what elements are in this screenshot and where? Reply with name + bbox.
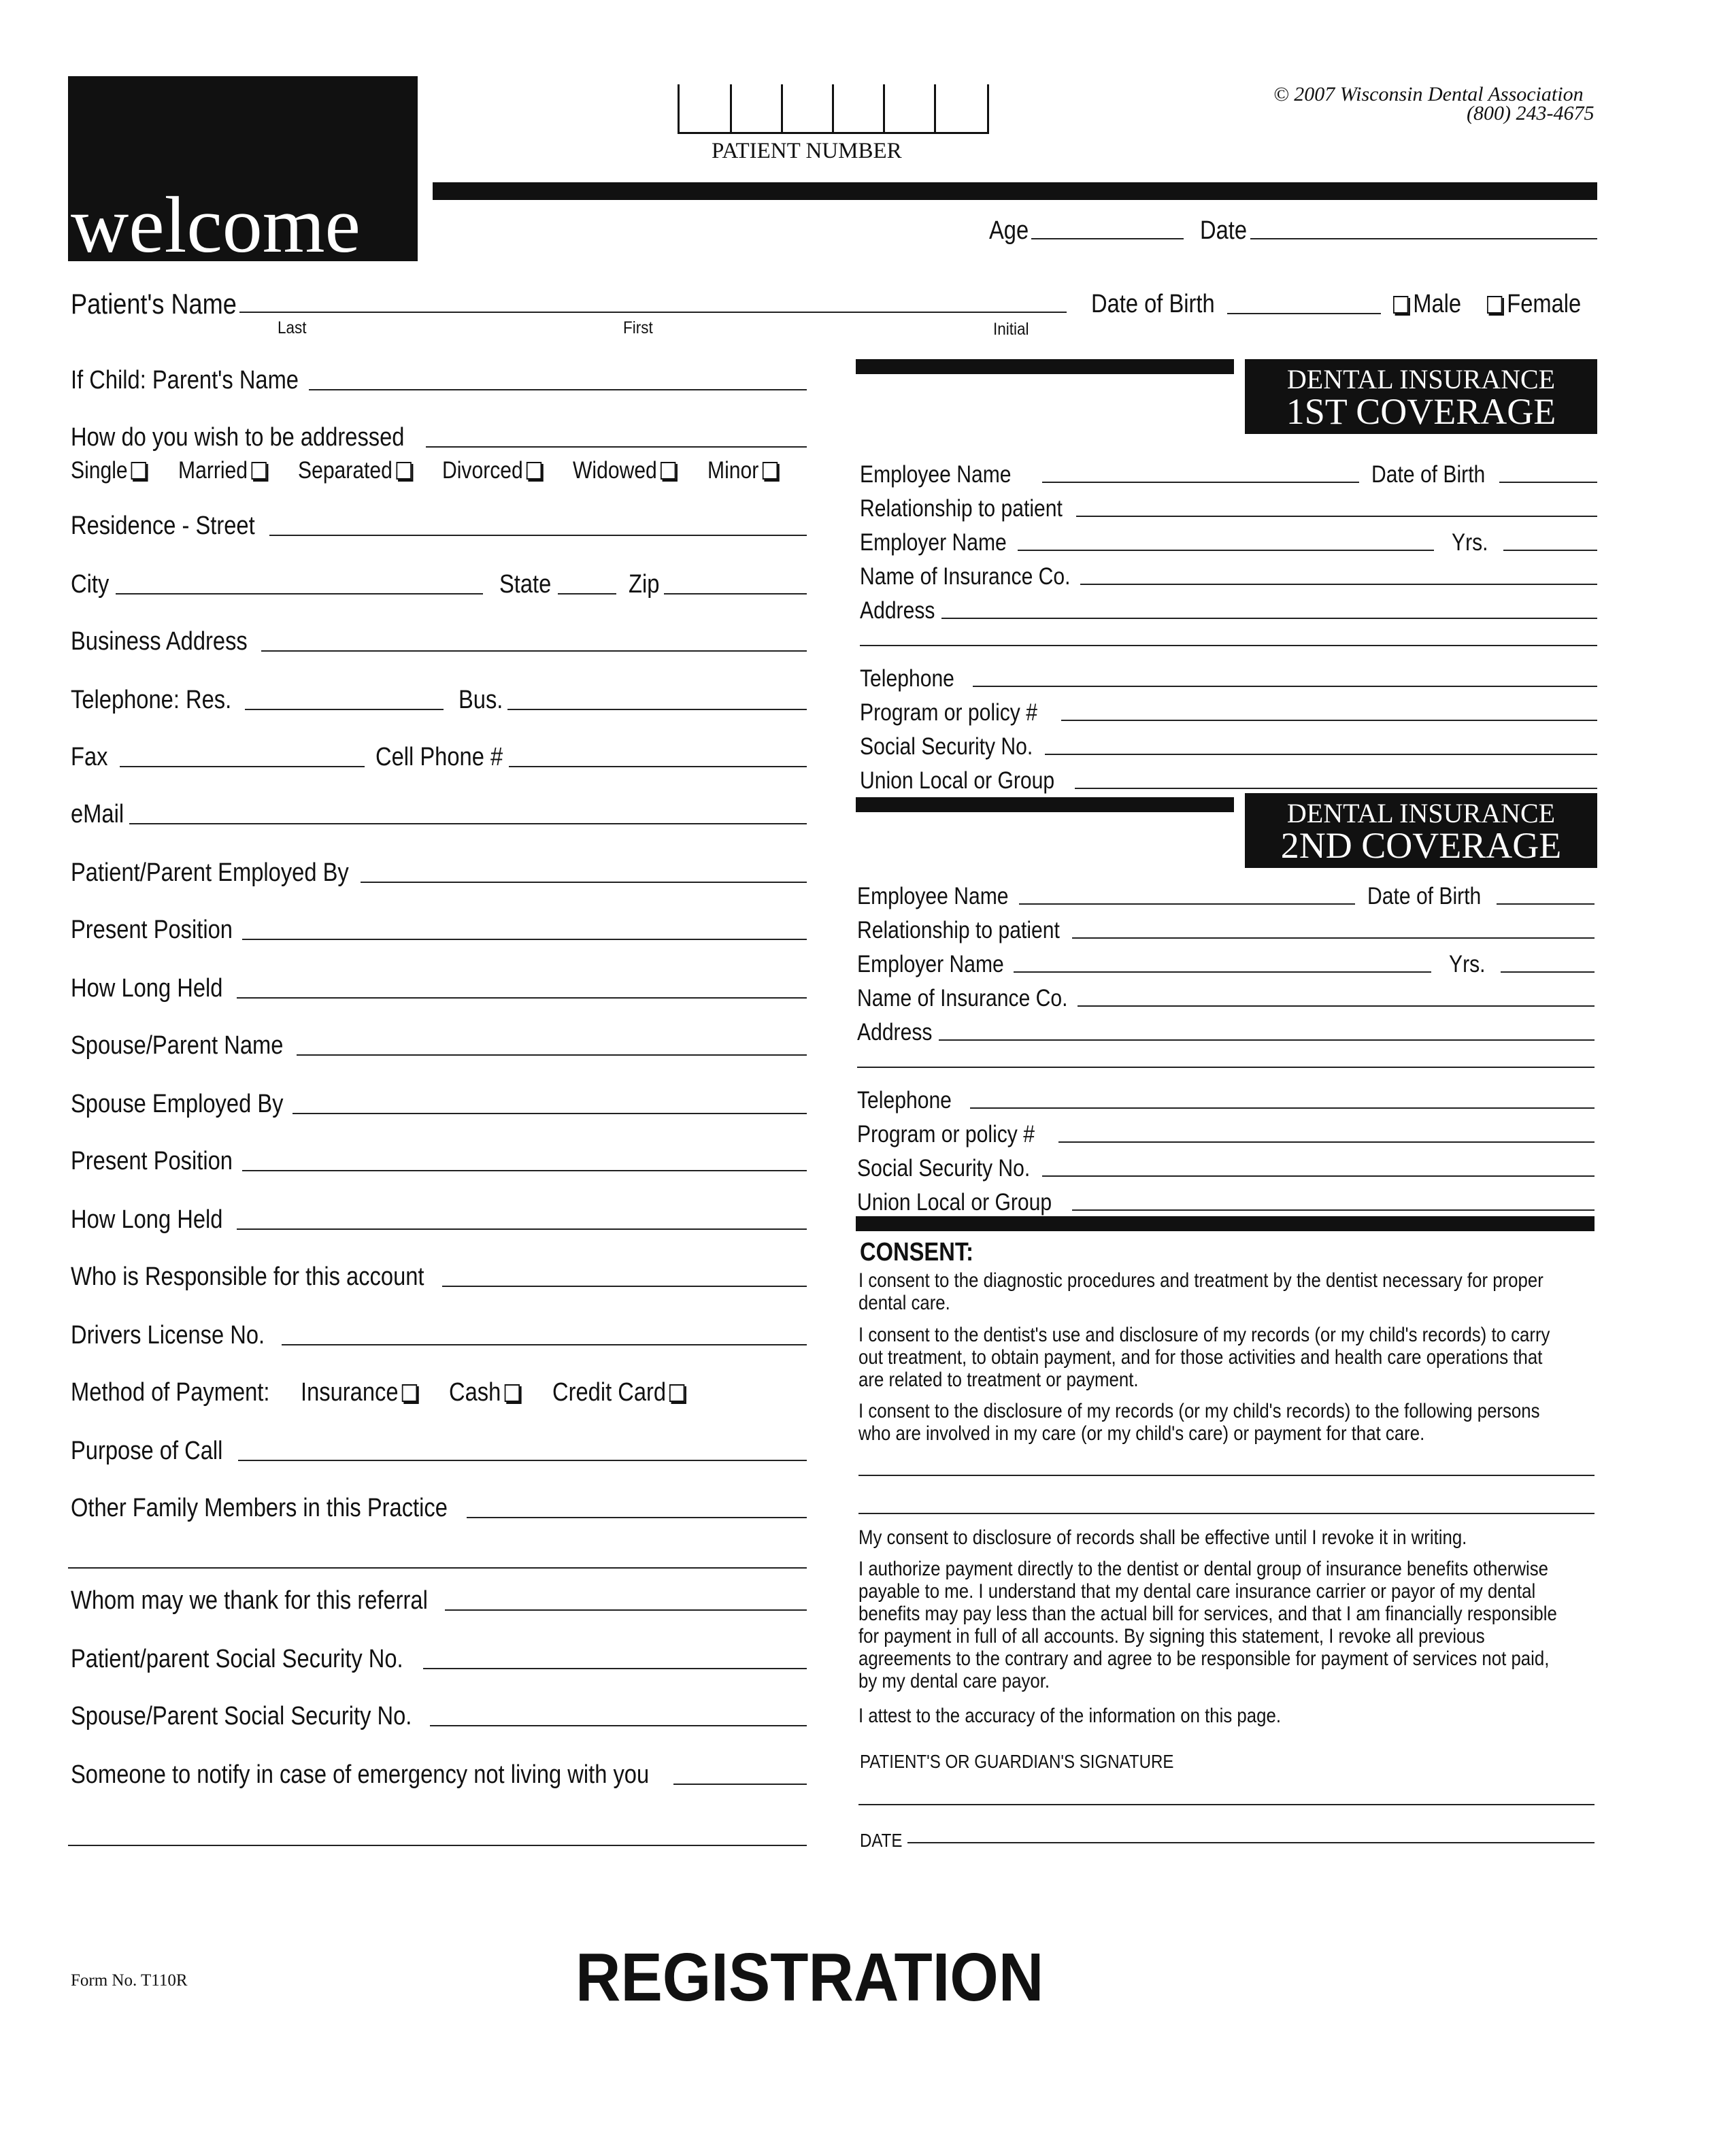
female-checkbox[interactable] [1487, 296, 1502, 314]
payment-label: Method of Payment: [71, 1378, 270, 1407]
ins1-union-field[interactable] [1075, 788, 1597, 789]
ins1-address-label: Address [860, 597, 935, 624]
family-label: Other Family Members in this Practice [71, 1494, 448, 1522]
ins1-employer-label: Employer Name [860, 529, 1007, 556]
last-caption: Last [278, 318, 307, 337]
ins1-address-field-2[interactable] [860, 645, 1597, 646]
patient-ssn-label: Patient/parent Social Security No. [71, 1645, 403, 1673]
employed-by-label: Patient/Parent Employed By [71, 858, 349, 887]
status-divorced[interactable]: Divorced [442, 458, 541, 482]
referral-field[interactable] [445, 1609, 807, 1611]
ins2-ssn-label: Social Security No. [857, 1155, 1031, 1182]
city-field[interactable] [116, 593, 483, 595]
consent-date-field[interactable] [907, 1842, 1595, 1843]
consent-rule [856, 1216, 1595, 1231]
zip-field[interactable] [664, 593, 807, 595]
family-field-2[interactable] [68, 1567, 807, 1569]
header-rule [433, 182, 1597, 200]
ins2-title2: 2ND COVERAGE [1280, 825, 1562, 866]
email-label: eMail [71, 800, 124, 829]
divorced-checkbox[interactable] [527, 462, 541, 480]
dob-label: Date of Birth [1091, 290, 1215, 318]
ins2-yrs-field[interactable] [1501, 971, 1595, 973]
ins1-policy-field[interactable] [1061, 720, 1597, 721]
ins2-rule [856, 797, 1234, 812]
signature-field[interactable] [858, 1804, 1595, 1805]
how-long2-label: How Long Held [71, 1205, 223, 1234]
fax-field[interactable] [120, 766, 365, 767]
spouse-ssn-label: Spouse/Parent Social Security No. [71, 1702, 412, 1730]
first-caption: First [623, 318, 653, 337]
ins2-yrs-label: Yrs. [1449, 951, 1486, 977]
age-field[interactable] [1031, 238, 1184, 239]
ins2-employer-field[interactable] [1014, 971, 1431, 973]
age-label: Age [989, 216, 1029, 245]
present-position2-label: Present Position [71, 1147, 233, 1175]
ins2-ssn-field[interactable] [1042, 1175, 1595, 1177]
female-option[interactable]: Female [1487, 291, 1581, 317]
employed-by-field[interactable] [361, 882, 807, 883]
separated-checkbox[interactable] [396, 462, 411, 480]
consent-p3: I consent to the disclosure of my records (or my child's records) to the following persons who are involved in my care (or my child's care) or payment for that care. [858, 1400, 1540, 1445]
ins2-address-field-2[interactable] [857, 1067, 1595, 1068]
ins2-address-field[interactable] [939, 1039, 1595, 1041]
patient-number-label: PATIENT NUMBER [712, 139, 902, 163]
state-field[interactable] [558, 593, 616, 595]
ins1-ssn-label: Social Security No. [860, 733, 1033, 760]
consent-persons-field[interactable] [858, 1475, 1595, 1476]
telephone-field[interactable] [245, 709, 444, 710]
minor-checkbox[interactable] [762, 462, 777, 480]
cell-field[interactable] [509, 766, 807, 767]
purpose-field[interactable] [238, 1460, 807, 1461]
single-checkbox[interactable] [131, 462, 146, 480]
responsible-label: Who is Responsible for this account [71, 1262, 424, 1291]
ins1-telephone-field[interactable] [973, 686, 1597, 687]
patient-name-field[interactable] [239, 312, 1067, 313]
ins2-insurance-co-field[interactable] [1078, 1005, 1595, 1007]
city-label: City [71, 570, 110, 599]
zip-label: Zip [629, 570, 660, 599]
cell-label: Cell Phone # [375, 743, 503, 771]
responsible-field[interactable] [442, 1286, 807, 1287]
ins2-dob-field[interactable] [1497, 903, 1595, 905]
copyright: © 2007 Wisconsin Dental Association [1273, 83, 1584, 105]
spouse-name-field[interactable] [297, 1054, 807, 1056]
ins2-insurance-co-label: Name of Insurance Co. [857, 985, 1068, 1011]
how-long-field[interactable] [237, 997, 807, 999]
consent-p5: I authorize payment directly to the dentist or dental group of insurance benefits otherwise payable to me. I understand that my dental care insurance carrier or payor of my dental benefits may pay less than the actual bill for services, and that I am financially responsible for payment in full of all accounts. By signing this statement, I revoke all previous agreements to the contrary and agree to be responsible for payment of services not paid, by my dental care payor. [858, 1558, 1557, 1692]
signature-label: PATIENT'S OR GUARDIAN'S SIGNATURE [860, 1751, 1174, 1772]
drivers-license-label: Drivers License No. [71, 1321, 265, 1350]
ins1-employer-field[interactable] [1018, 550, 1434, 551]
consent-p1: I consent to the diagnostic procedures and treatment by the dentist necessary for proper dental care. [858, 1269, 1543, 1314]
ins1-yrs-label: Yrs. [1452, 529, 1488, 556]
bus-label: Bus. [458, 686, 503, 714]
email-field[interactable] [129, 823, 807, 824]
spouse-employed-field[interactable] [293, 1113, 807, 1114]
widowed-checkbox[interactable] [661, 462, 675, 480]
phone: (800) 243-4675 [1467, 102, 1595, 124]
addressed-label: How do you wish to be addressed [71, 423, 405, 452]
spouse-ssn-field[interactable] [430, 1725, 807, 1726]
dob-field[interactable] [1227, 313, 1381, 314]
cash-checkbox[interactable] [504, 1384, 519, 1402]
payment-insurance[interactable]: Insurance [301, 1379, 417, 1405]
ins2-telephone-label: Telephone [857, 1087, 952, 1114]
ins1-title2: 1ST COVERAGE [1286, 391, 1556, 432]
ins2-union-label: Union Local or Group [857, 1189, 1052, 1216]
payment-credit-card[interactable]: Credit Card [552, 1379, 685, 1405]
ins1-ssn-field[interactable] [1045, 754, 1597, 755]
ins1-dob-field[interactable] [1499, 482, 1597, 483]
emergency-field[interactable] [673, 1784, 807, 1785]
registration-title: REGISTRATION [575, 1939, 1044, 2015]
consent-persons-field-2[interactable] [858, 1513, 1595, 1514]
ins1-insurance-co-field[interactable] [1080, 584, 1597, 585]
status-widowed[interactable]: Widowed [573, 458, 675, 482]
ins1-relationship-field[interactable] [1076, 516, 1597, 517]
ins2-employer-label: Employer Name [857, 951, 1004, 977]
consent-p4: My consent to disclosure of records shall be effective until I revoke it in writing. [858, 1526, 1467, 1549]
ins2-policy-field[interactable] [1058, 1141, 1595, 1143]
male-checkbox[interactable] [1393, 296, 1408, 314]
insurance-checkbox[interactable] [402, 1384, 417, 1402]
ins2-employee-label: Employee Name [857, 883, 1009, 909]
patient-name-label: Patient's Name [71, 288, 237, 320]
form-number: Form No. T110R [71, 1971, 188, 1990]
present-position-label: Present Position [71, 916, 233, 944]
drivers-license-field[interactable] [282, 1344, 807, 1345]
present-position-field[interactable] [242, 939, 807, 940]
ins1-dob-label: Date of Birth [1371, 461, 1486, 488]
ins2-header [1245, 793, 1597, 868]
initial-caption: Initial [993, 320, 1029, 339]
addressed-field[interactable] [426, 446, 807, 448]
how-long-label: How Long Held [71, 974, 223, 1003]
purpose-label: Purpose of Call [71, 1437, 223, 1465]
ins1-telephone-label: Telephone [860, 665, 954, 692]
ins2-telephone-field[interactable] [970, 1107, 1595, 1109]
status-separated[interactable]: Separated [298, 458, 411, 482]
ins1-policy-label: Program or policy # [860, 699, 1037, 726]
family-field[interactable] [467, 1517, 807, 1518]
business-address-field[interactable] [261, 650, 807, 652]
ins1-yrs-field[interactable] [1503, 550, 1597, 551]
ins1-title1: DENTAL INSURANCE [1286, 364, 1556, 395]
referral-label: Whom may we thank for this referral [71, 1586, 428, 1615]
spouse-name-label: Spouse/Parent Name [71, 1031, 284, 1060]
fax-label: Fax [71, 743, 108, 771]
ins2-policy-label: Program or policy # [857, 1121, 1035, 1148]
welcome-banner [68, 76, 418, 269]
ins1-insurance-co-label: Name of Insurance Co. [860, 563, 1071, 590]
date-field[interactable] [1250, 238, 1597, 239]
bus-field[interactable] [507, 709, 807, 710]
ins2-union-field[interactable] [1072, 1209, 1595, 1211]
ins1-rule [856, 359, 1234, 374]
ins2-dob-label: Date of Birth [1367, 883, 1482, 909]
parent-name-label: If Child: Parent's Name [71, 366, 299, 395]
spouse-employed-label: Spouse Employed By [71, 1090, 284, 1118]
ins1-employee-field[interactable] [1042, 482, 1359, 483]
ins1-employee-label: Employee Name [860, 461, 1012, 488]
how-long2-field[interactable] [237, 1228, 807, 1230]
parent-name-field[interactable] [309, 389, 807, 390]
status-married[interactable]: Married [178, 458, 267, 482]
ins1-union-label: Union Local or Group [860, 767, 1055, 794]
consent-p2: I consent to the dentist's use and disclosure of my records (or my child's records) to carry out treatment, to obtain payment, and for those activities and health care operations that are related to treatment or payment. [858, 1324, 1550, 1391]
consent-p6: I attest to the accuracy of the information on this page. [858, 1705, 1282, 1727]
status-single[interactable]: Single [71, 458, 146, 482]
present-position2-field[interactable] [242, 1170, 807, 1171]
ins2-address-label: Address [857, 1019, 933, 1045]
business-address-label: Business Address [71, 627, 248, 656]
credit-card-checkbox[interactable] [669, 1384, 684, 1402]
emergency-label: Someone to notify in case of emergency not living with you [71, 1760, 650, 1789]
patient-number-boxes [678, 84, 989, 134]
married-checkbox[interactable] [251, 462, 266, 480]
status-minor[interactable]: Minor [707, 458, 778, 482]
male-option[interactable]: Male [1393, 291, 1461, 317]
payment-cash[interactable]: Cash [449, 1379, 520, 1405]
residence-label: Residence - Street [71, 512, 255, 540]
date-label: Date [1200, 216, 1248, 245]
ins2-title1: DENTAL INSURANCE [1286, 798, 1556, 829]
consent-date-label: DATE [860, 1830, 903, 1851]
patient-ssn-field[interactable] [423, 1668, 807, 1669]
ins1-address-field[interactable] [941, 618, 1597, 619]
ins2-relationship-label: Relationship to patient [857, 917, 1060, 943]
consent-title: CONSENT: [860, 1238, 974, 1267]
emergency-field-2[interactable] [68, 1845, 807, 1846]
ins1-header [1245, 359, 1597, 434]
ins1-relationship-label: Relationship to patient [860, 495, 1063, 522]
residence-field[interactable] [269, 535, 807, 536]
telephone-label: Telephone: Res. [71, 686, 232, 714]
state-label: State [499, 570, 552, 599]
ins2-employee-field[interactable] [1019, 903, 1355, 905]
welcome-text: welcome [71, 180, 361, 269]
ins2-relationship-field[interactable] [1072, 937, 1595, 939]
